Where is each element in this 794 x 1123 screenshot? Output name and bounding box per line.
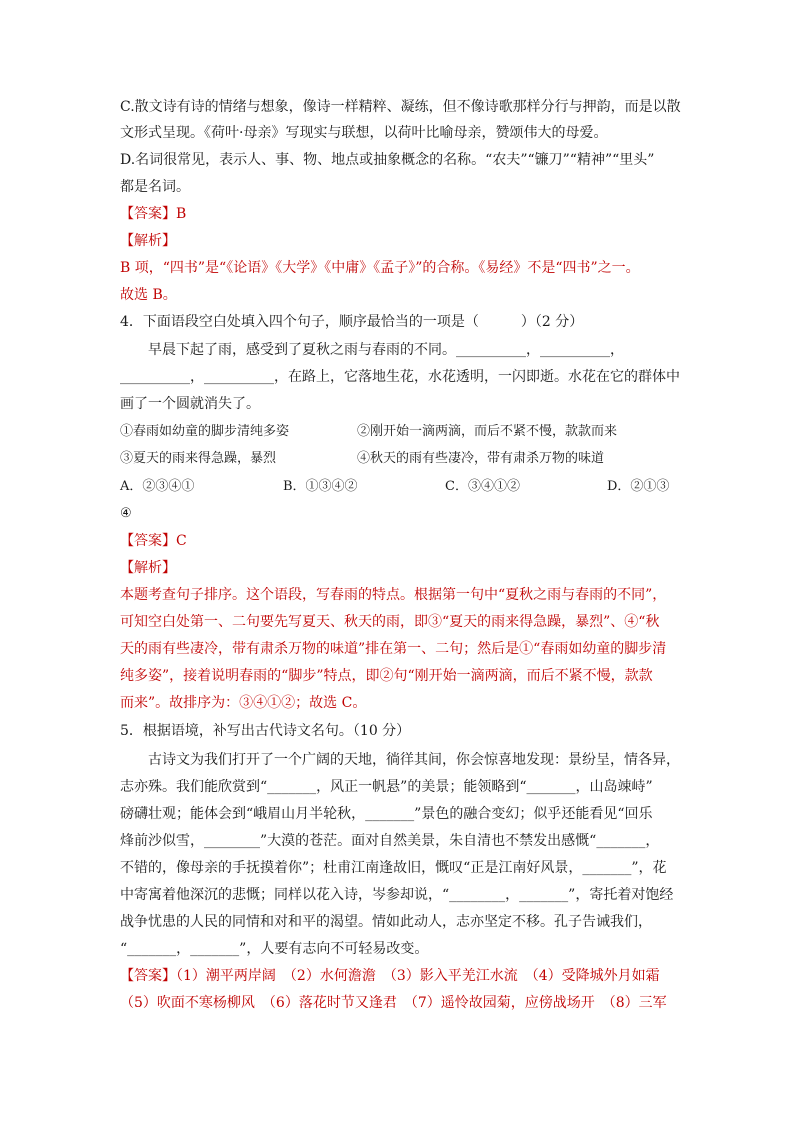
q4-analysis-line3: 天的雨有些凄冷，带有肃杀万物的味道”排在第一、二句；然后是①“春雨如幼童的脚步清 [120,641,667,657]
q5-passage-line3: 磅礴壮观；能体会到“峨眉山月半轮秋，_______”景色的融合变幻；似乎还能看见“回乐 [120,806,653,822]
q4-option-c: C．③④①② [445,479,520,494]
q3-analysis-line2: 故选 B。 [120,287,177,303]
q3-option-c-line2: 文形式呈现。《荷叶·母亲》写现实与联想，以荷叶比喻母亲，赞颂伟大的母爱。 [120,125,608,141]
q5-passage-line4: 烽前沙似雪，________”大漠的苍茫。面对自然美景，朱自清也不禁发出感慨“_______， [120,833,660,849]
q4-answer: 【答案】C [120,533,187,549]
q4-sentence-3: ③夏天的雨来得急躁，暴烈 [120,451,277,466]
q4-sentence-2: ②刚开始一滴两滴，而后不紧不慢，款款而来 [357,424,618,439]
q4-passage-line2: __________，__________，在路上，它落地生花，水花透明，一闪即逝。水花在它的群体中 [120,369,680,385]
q3-answer: 【答案】B [120,206,187,222]
q4-passage-line1: 早晨下起了雨，感受到了夏秋之雨与春雨的不同。__________，__________， [148,342,624,358]
q5-passage-line2: 志亦殊。我们能欣赏到“_______，风正一帆悬”的美景；能领略到“_______，山岛竦峙” [120,779,653,795]
q4-option-a: A．②③④① [120,479,195,494]
q4-analysis-label: 【解析】 [120,560,176,576]
q3-option-d-line1: D.名词很常见，表示人、事、物、地点或抽象概念的名称。“农夫”“镰刀”“精神”“里头” [120,152,655,168]
q4-option-b: B．①③④② [283,479,358,494]
q3-analysis-label: 【解析】 [120,233,176,249]
q5-passage-line1: 古诗文为我们打开了一个广阔的天地，徜徉其间，你会惊喜地发现：景纷呈，情各异， [148,752,680,768]
q3-option-c-line1: C.散文诗有诗的情绪与想象，像诗一样精粹、凝练，但不像诗歌那样分行与押韵，而是以散 [120,99,681,115]
q5-answer-line1 [120,966,660,986]
q5-stem: 5．根据语境，补写出古代诗文名句。（10 分） [120,723,411,739]
q5-passage-line6: 中寄寓着他深沉的悲慨；同样以花入诗，岑参却说，“________，_______”，寄托着对饱经 [120,887,674,903]
q5-passage-line7: 战争忧患的人民的同情和对和平的渴望。情如此动人，志亦坚定不移。孔子告诫我们， [120,914,652,930]
q4-sentence-4: ④秋天的雨有些凄冷，带有肃杀万物的味道 [357,451,605,466]
q4-analysis-line2: 可知空白处第一、二句要先写夏天、秋天的雨，即③“夏天的雨来得急躁，暴烈”、④“秋 [120,614,660,630]
q5-passage-line8: “_______，_______”，人要有志向不可轻易改变。 [120,941,429,957]
q4-stem: 4．下面语段空白处填入四个句子，顺序最恰当的一项是（ ）（2 分） [120,314,584,330]
q5-answer-label: 【答案】 [120,968,176,984]
q4-sentence-1: ①春雨如幼童的脚步清纯多姿 [120,424,290,439]
q3-option-d-line2: 都是名词。 [120,179,190,195]
q4-passage-line3: 画了一个圆就消失了。 [120,396,260,412]
q5-passage-line5: 不错的，像母亲的手抚摸着你”；杜甫江南逢故旧，慨叹“正是江南好风景，_______”，花 [120,860,667,876]
q4-analysis-line5: 而来”。故排序为：③④①②；故选 C。 [120,695,367,711]
q4-option-d: D．②①③ [607,479,670,494]
q4-analysis-line4: 纯多姿”，接着说明春雨的“脚步”特点，即②句“刚开始一滴两滴，而后不紧不慢，款款 [120,668,653,684]
q5-answer-text1: （1）潮平两岸阔 （2）水何澹澹 （3）影入平羌江水流 （4）受降城外月如霜 [176,968,660,984]
q4-analysis-line1: 本题考查句子排序。这个语段，写春雨的特点。根据第一句中“夏秋之雨与春雨的不同”， [120,587,667,603]
q4-option-d-continued: ④ [120,506,132,521]
q5-answer-line2: （5）吹面不寒杨柳风 （6）落花时节又逢君 （7）遥怜故园菊，应傍战场开 （8）三军 [120,995,667,1011]
q3-analysis-line1: B 项，“四书”是“《论语》《大学》《中庸》《孟子》”的合称。《易经》不是“四书”之一。 [120,260,640,276]
